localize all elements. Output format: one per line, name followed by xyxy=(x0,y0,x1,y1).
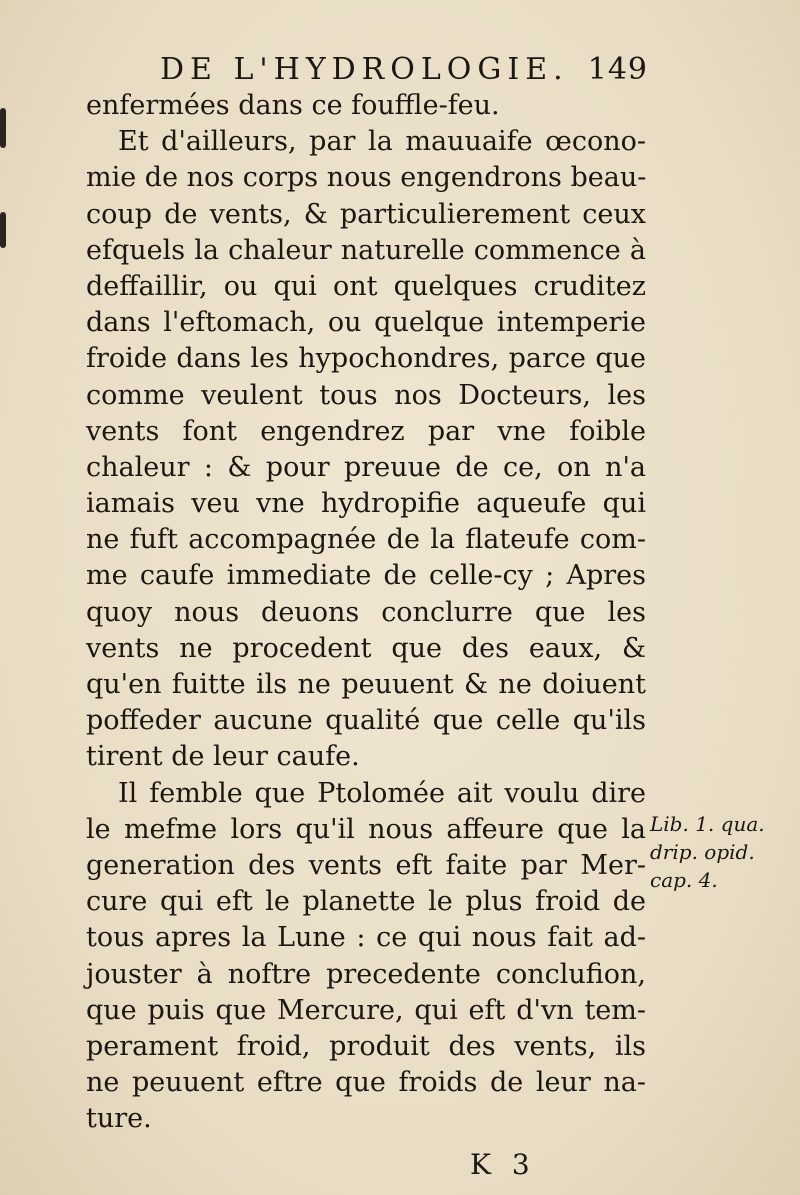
text-line: mie de nos corps nous engendrons beau- xyxy=(86,162,647,194)
text-line: quoy nous deuons conclurre que les xyxy=(86,596,646,628)
text-line: iamais veu vne hydropifie aqueufe qui xyxy=(86,488,646,520)
text-line: Il femble que Ptolomée ait voulu dire xyxy=(118,777,646,809)
text-line: coup de vents, & particulierement ceux xyxy=(86,198,646,230)
binding-edge-mark xyxy=(0,212,6,248)
text-line: dans l'eftomach, ou quelque intemperie xyxy=(86,307,646,339)
margin-note xyxy=(650,810,780,894)
page-number: 149 xyxy=(587,52,648,87)
text-line: ne peuuent eftre que froids de leur na- xyxy=(86,1067,646,1099)
text-line: comme veulent tous nos Docteurs, les xyxy=(86,379,646,411)
text-line: qu'en fuitte ils ne peuuent & ne doiuent xyxy=(86,669,646,700)
text-line: vents font engendrez par vne foible xyxy=(86,415,646,447)
running-header xyxy=(88,52,648,92)
text-line: deffaillir, ou qui ont quelques cruditez xyxy=(86,270,646,302)
text-line: tirent de leur caufe. xyxy=(86,741,360,773)
text-line: enfermées dans ce fouffle-feu. xyxy=(86,90,500,121)
text-line: jouster à noftre precedente conclufion, xyxy=(86,958,646,990)
text-line: me caufe immediate de celle-cy ; Apres xyxy=(86,560,646,592)
running-title: DE L'HYDROLOGIE. xyxy=(160,52,569,87)
text-line: Et d'ailleurs, par la mauuaife œcono- xyxy=(118,126,646,158)
margin-note-line: drip. opid. xyxy=(650,840,755,864)
margin-note-line: cap. 4. xyxy=(650,868,718,892)
margin-note-line: Lib. 1. qua. xyxy=(650,812,765,836)
text-line: perament froid, produit des vents, ils xyxy=(86,1030,646,1062)
body-text xyxy=(86,88,646,1137)
text-line: tous apres la Lune : ce qui nous fait ad- xyxy=(86,922,646,954)
text-line: ne fuft accompagnée de la flateufe com- xyxy=(86,524,646,556)
text-line: poffeder aucune qualité que celle qu'ils xyxy=(86,705,646,737)
text-line: chaleur : & pour preuue de ce, on n'a xyxy=(86,451,646,483)
text-line: efquels la chaleur naturelle commence à xyxy=(86,234,646,266)
text-line: que puis que Mercure, qui eft d'vn tem- xyxy=(86,994,646,1026)
binding-edge-mark xyxy=(0,108,6,148)
text-line: generation des vents eft faite par Mer- xyxy=(86,849,646,881)
signature-mark: K 3 xyxy=(470,1148,536,1181)
text-line: ture. xyxy=(86,1103,152,1135)
text-line: froide dans les hypochondres, parce que xyxy=(86,343,646,375)
text-line: vents ne procedent que des eaux, & xyxy=(86,632,646,664)
text-line: le mefme lors qu'il nous affeure que la xyxy=(86,813,646,845)
text-line: cure qui eft le planette le plus froid de xyxy=(86,886,646,918)
